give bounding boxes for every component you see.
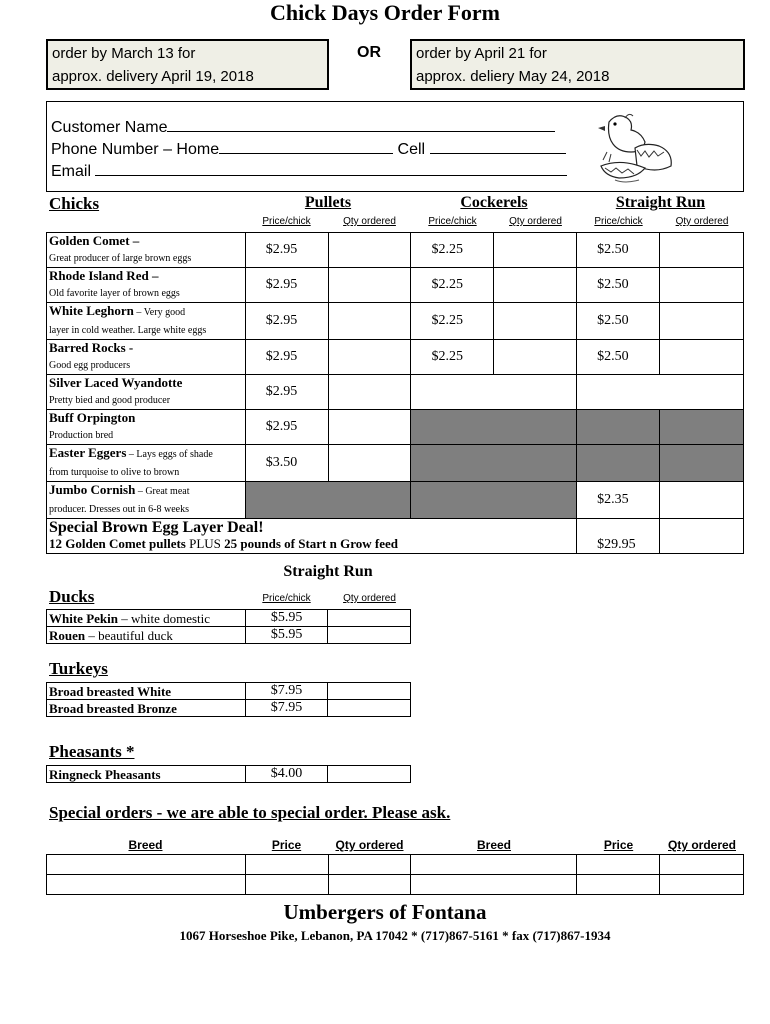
pullet-price: $3.50 [245, 445, 328, 482]
pullet-qty-cell[interactable] [328, 303, 411, 340]
table-row [47, 610, 411, 627]
ducks-qty-subheader: Qty ordered [343, 593, 396, 604]
unavailable-cell [577, 445, 660, 482]
cockerel-qty-cell[interactable] [494, 340, 577, 375]
unavailable-cell [660, 445, 744, 482]
duck-price: $5.95 [245, 610, 328, 627]
straight-qty-cell[interactable] [660, 268, 744, 303]
pullets-header: Pullets [304, 194, 352, 211]
pheasant-qty-cell[interactable] [328, 766, 411, 783]
chicks-section-label: Chicks [49, 194, 100, 213]
breed-desc: from turquoise to olive to brown [49, 467, 180, 478]
breed-name: Silver Laced Wyandotte [49, 375, 183, 390]
table-row [47, 303, 744, 340]
table-row [47, 375, 744, 410]
special-deal-cell [47, 519, 577, 554]
straight-price: $2.50 [577, 303, 660, 340]
breed-desc: Production bred [49, 430, 114, 441]
special-breed-cell[interactable] [47, 855, 246, 875]
straight-qty-cell[interactable] [660, 303, 744, 340]
special-price-header-1: Price [271, 838, 302, 852]
turkey-price: $7.95 [245, 700, 328, 717]
breed-name: Rouen [49, 627, 86, 643]
breed-name: Ringneck Pheasants [47, 766, 246, 783]
breed-desc: layer in cold weather. Large white eggs [49, 325, 207, 336]
pullet-price: $2.95 [245, 233, 328, 268]
cockerels-header: Cockerels [460, 194, 528, 211]
special-breed-header-1: Breed [128, 838, 163, 852]
duck-price: $5.95 [245, 627, 328, 644]
email-field[interactable] [95, 160, 567, 176]
breed-name: Golden Comet [49, 233, 130, 248]
breed-sep: – [148, 268, 159, 283]
cell-field[interactable] [430, 138, 566, 154]
customer-info-box [46, 101, 744, 192]
page-title: Chick Days Order Form [270, 0, 500, 25]
special-breed-header-2: Breed [476, 838, 511, 852]
straight-qty-cell[interactable] [660, 482, 744, 519]
special-price-cell[interactable] [577, 855, 660, 875]
turkey-qty-cell[interactable] [328, 683, 411, 700]
order-option-march-line2: approx. delivery April 19, 2018 [52, 68, 254, 85]
pullet-qty-cell[interactable] [328, 268, 411, 303]
breed-cell [47, 268, 246, 303]
cockerel-qty-cell[interactable] [494, 303, 577, 340]
breed-desc: Good egg producers [49, 360, 131, 371]
chicks-table [46, 232, 744, 554]
cockerels-qty-subheader: Qty ordered [509, 216, 562, 227]
business-name: Umbergers of Fontana [283, 900, 487, 924]
customer-name-field[interactable] [167, 116, 555, 132]
breed-cell [47, 375, 246, 410]
ducks-table [46, 609, 411, 644]
straight-qty-cell[interactable] [660, 233, 744, 268]
phone-home-field[interactable] [219, 138, 393, 154]
straight-price: $2.50 [577, 268, 660, 303]
special-deal-title: Special Brown Egg Layer Deal! [49, 519, 264, 536]
customer-name-label: Customer Name [51, 119, 168, 136]
special-price-header-2: Price [603, 838, 634, 852]
ducks-price-subheader: Price/chick [262, 593, 311, 604]
breed-sep: – Lays eggs of shade [126, 449, 213, 460]
business-address: 1067 Horseshoe Pike, Lebanon, PA 17042 * (717)867-5161 * fax (717)867-1934 [179, 928, 611, 943]
unavailable-cell [245, 482, 411, 519]
special-qty-cell[interactable] [328, 855, 411, 875]
pullets-price-subheader: Price/chick [262, 216, 311, 227]
pullet-qty-cell[interactable] [328, 340, 411, 375]
special-deal-row [47, 519, 744, 554]
breed-cell [47, 445, 246, 482]
order-option-april-line1: order by April 21 for [416, 45, 547, 62]
pheasant-price: $4.00 [245, 766, 328, 783]
breed-cell [47, 303, 246, 340]
special-qty-header-2: Qty ordered [667, 838, 736, 852]
special-breed-cell[interactable] [411, 875, 577, 895]
breed-desc: Great producer of large brown eggs [49, 253, 192, 264]
straight-price: $2.50 [577, 233, 660, 268]
cockerel-price: $2.25 [411, 340, 494, 375]
cockerel-price: $2.25 [411, 233, 494, 268]
duck-qty-cell[interactable] [328, 627, 411, 644]
cockerel-empty-cell [411, 375, 577, 410]
unavailable-cell [411, 482, 577, 519]
special-deal-price: $29.95 [577, 519, 660, 554]
breed-name: Buff Orpington [49, 410, 136, 425]
table-row [47, 445, 744, 482]
straight-empty-cell [577, 375, 744, 410]
breed-cell [47, 233, 246, 268]
pullet-price: $2.95 [245, 410, 328, 445]
straight-run-label: Straight Run [283, 563, 373, 580]
unavailable-cell [577, 410, 660, 445]
cockerels-price-subheader: Price/chick [428, 216, 477, 227]
order-option-april [410, 39, 745, 90]
table-row [47, 683, 411, 700]
special-deal-line-c: 25 pounds of Start n Grow feed [224, 536, 399, 551]
table-row [47, 766, 411, 783]
ducks-section-label: Ducks [49, 587, 95, 606]
duck-qty-cell[interactable] [328, 610, 411, 627]
breed-name: Barred Rocks - [49, 340, 134, 355]
breed-cell [47, 627, 246, 644]
cockerel-price: $2.25 [411, 268, 494, 303]
breed-desc: Old favorite layer of brown eggs [49, 288, 180, 299]
breed-cell [47, 482, 246, 519]
breed-sep: – [129, 233, 140, 248]
breed-name: White Pekin [49, 610, 118, 626]
breed-sep: – Great meat [135, 486, 190, 497]
phone-home-label: Phone Number – Home [51, 141, 220, 158]
straight-price: $2.50 [577, 340, 660, 375]
breed-name: White Leghorn [49, 303, 134, 318]
pullet-qty-cell[interactable] [328, 233, 411, 268]
straight-price-subheader: Price/chick [594, 216, 643, 227]
special-deal-qty-cell[interactable] [660, 519, 744, 554]
pullet-price: $2.95 [245, 375, 328, 410]
pullets-qty-subheader: Qty ordered [343, 216, 396, 227]
breed-cell [47, 340, 246, 375]
table-row [47, 340, 744, 375]
straight-price: $2.35 [577, 482, 660, 519]
special-breed-cell[interactable] [47, 875, 246, 895]
hatching-chick-icon [595, 108, 691, 186]
breed-cell [47, 410, 246, 445]
special-deal-line-a: 12 Golden Comet pullets [49, 536, 186, 551]
breed-cell [47, 610, 246, 627]
special-deal-line-b: PLUS [185, 536, 225, 551]
special-breed-cell[interactable] [411, 855, 577, 875]
breed-name: Jumbo Cornish [49, 482, 136, 497]
special-orders-table [46, 854, 744, 895]
cockerel-qty-cell[interactable] [494, 233, 577, 268]
special-price-cell[interactable] [577, 875, 660, 895]
unavailable-cell [411, 410, 577, 445]
cell-label: Cell [397, 141, 426, 158]
table-row [47, 482, 744, 519]
special-orders-label: Special orders - we are able to special order. Please ask. [49, 803, 451, 822]
turkey-qty-cell[interactable] [328, 700, 411, 717]
breed-name: Easter Eggers [49, 445, 127, 460]
order-option-april-line2: approx. deliery May 24, 2018 [416, 68, 610, 85]
pullet-price: $2.95 [245, 303, 328, 340]
breed-name: Broad breasted White [47, 683, 246, 700]
table-row [47, 268, 744, 303]
special-qty-cell[interactable] [328, 875, 411, 895]
turkeys-table [46, 682, 411, 717]
table-row [47, 410, 744, 445]
special-price-cell[interactable] [245, 875, 328, 895]
table-row [47, 875, 744, 895]
table-row [47, 700, 411, 717]
turkey-price: $7.95 [245, 683, 328, 700]
breed-name: Broad breasted Bronze [47, 700, 246, 717]
email-label: Email [51, 163, 92, 180]
special-qty-header-1: Qty ordered [335, 838, 404, 852]
special-qty-cell[interactable] [660, 855, 744, 875]
unavailable-cell [411, 445, 577, 482]
special-price-cell[interactable] [245, 855, 328, 875]
pullet-price: $2.95 [245, 268, 328, 303]
cockerel-price: $2.25 [411, 303, 494, 340]
unavailable-cell [660, 410, 744, 445]
straight-qty-cell[interactable] [660, 340, 744, 375]
cockerel-qty-cell[interactable] [494, 268, 577, 303]
order-option-march-line1: order by March 13 for [52, 45, 196, 62]
table-row [47, 627, 411, 644]
breed-desc: – beautiful duck [85, 627, 173, 643]
special-qty-cell[interactable] [660, 875, 744, 895]
breed-name: Rhode Island Red [49, 268, 149, 283]
pullet-qty-cell[interactable] [328, 375, 411, 410]
breed-desc: – white domestic [117, 610, 211, 626]
order-option-march [46, 39, 329, 90]
pheasants-table [46, 765, 411, 783]
turkeys-section-label: Turkeys [49, 659, 108, 678]
pullet-qty-cell[interactable] [328, 445, 411, 482]
pullet-price: $2.95 [245, 340, 328, 375]
straight-qty-subheader: Qty ordered [675, 216, 729, 227]
pheasants-section-label: Pheasants * [49, 742, 135, 761]
straight-run-header: Straight Run [615, 194, 706, 211]
breed-desc: Pretty bied and good producer [49, 395, 171, 406]
breed-desc: producer. Dresses out in 6-8 weeks [49, 504, 189, 515]
pullet-qty-cell[interactable] [328, 410, 411, 445]
breed-sep: – Very good [133, 307, 186, 318]
table-row [47, 855, 744, 875]
or-label: OR [357, 44, 381, 61]
table-row [47, 233, 744, 268]
